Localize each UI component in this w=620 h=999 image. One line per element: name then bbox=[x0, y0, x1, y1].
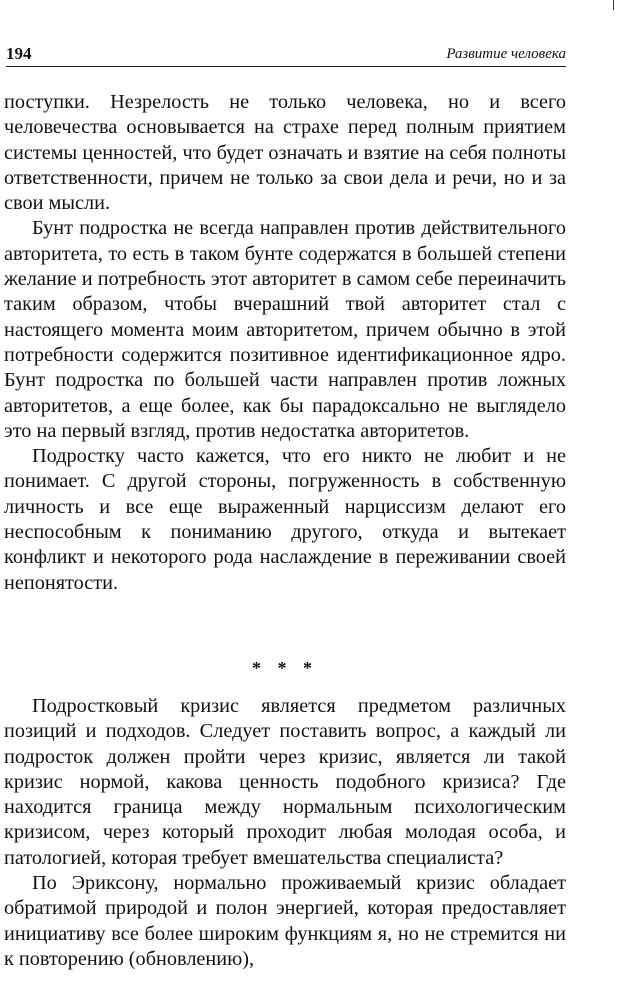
paragraph: Подростковый кризис является предметом различных позиций и подходов. Следует поставить вопрос, а каждый ли подросток должен пройти через кризис, является ли такой кризис нормой, какова ценность подобного кризиса? Где находится граница между нормальным психологическим кризисом, через который проходит любая молодая особа, и патологией, которая требует вмешательства специалиста? bbox=[4, 695, 566, 869]
paragraph: По Эриксону, нормально проживаемый кризис обладает обратимой природой и полон энергией, которая предоставляет инициативу все более широким функциям я, но не стремится ни к повторению (обновлению), bbox=[4, 872, 566, 970]
section-separator: * * * bbox=[252, 658, 318, 678]
paragraph: поступки. Незрелость не только человека, но и всего человечества основывается на страхе перед полным приятием системы ценностей, что будет означать и взятие на себя полноты ответственности, причем не только за свои дела и речи, но и за свои мысли. bbox=[4, 91, 566, 215]
page-number: 194 bbox=[6, 44, 32, 63]
paragraph: Подростку часто кажется, что его никто не любит и не понимает. С другой стороны, погруженность в собственную личность и все еще выраженный нарциссизм делают его неспособным к пониманию другого, откуда и вытекает конфликт и некоторого рода наслаждение в переживании своей непонятости. bbox=[4, 445, 566, 594]
text-block-top bbox=[4, 90, 566, 596]
scan-mark bbox=[613, 0, 614, 10]
paragraph: Бунт подростка не всегда направлен против действительного авторитета, то есть в таком бунте содержатся в большей степени желание и потребность этот авторитет в самом себе переиначить таким образом, чтобы вчерашний твой авторитет стал с настоящего момента моим авторитетом, причем обычно в этой потребности содержится позитивное идентификационное ядро. Бунт подростка по большей части направлен против ложных авторитетов, а еще более, как бы парадоксально не выглядело это на первый взгляд, против недостатка авторитетов. bbox=[4, 217, 566, 442]
page-header bbox=[6, 42, 566, 67]
text-block-bottom bbox=[4, 694, 566, 972]
running-head: Развитие человека bbox=[446, 46, 566, 62]
